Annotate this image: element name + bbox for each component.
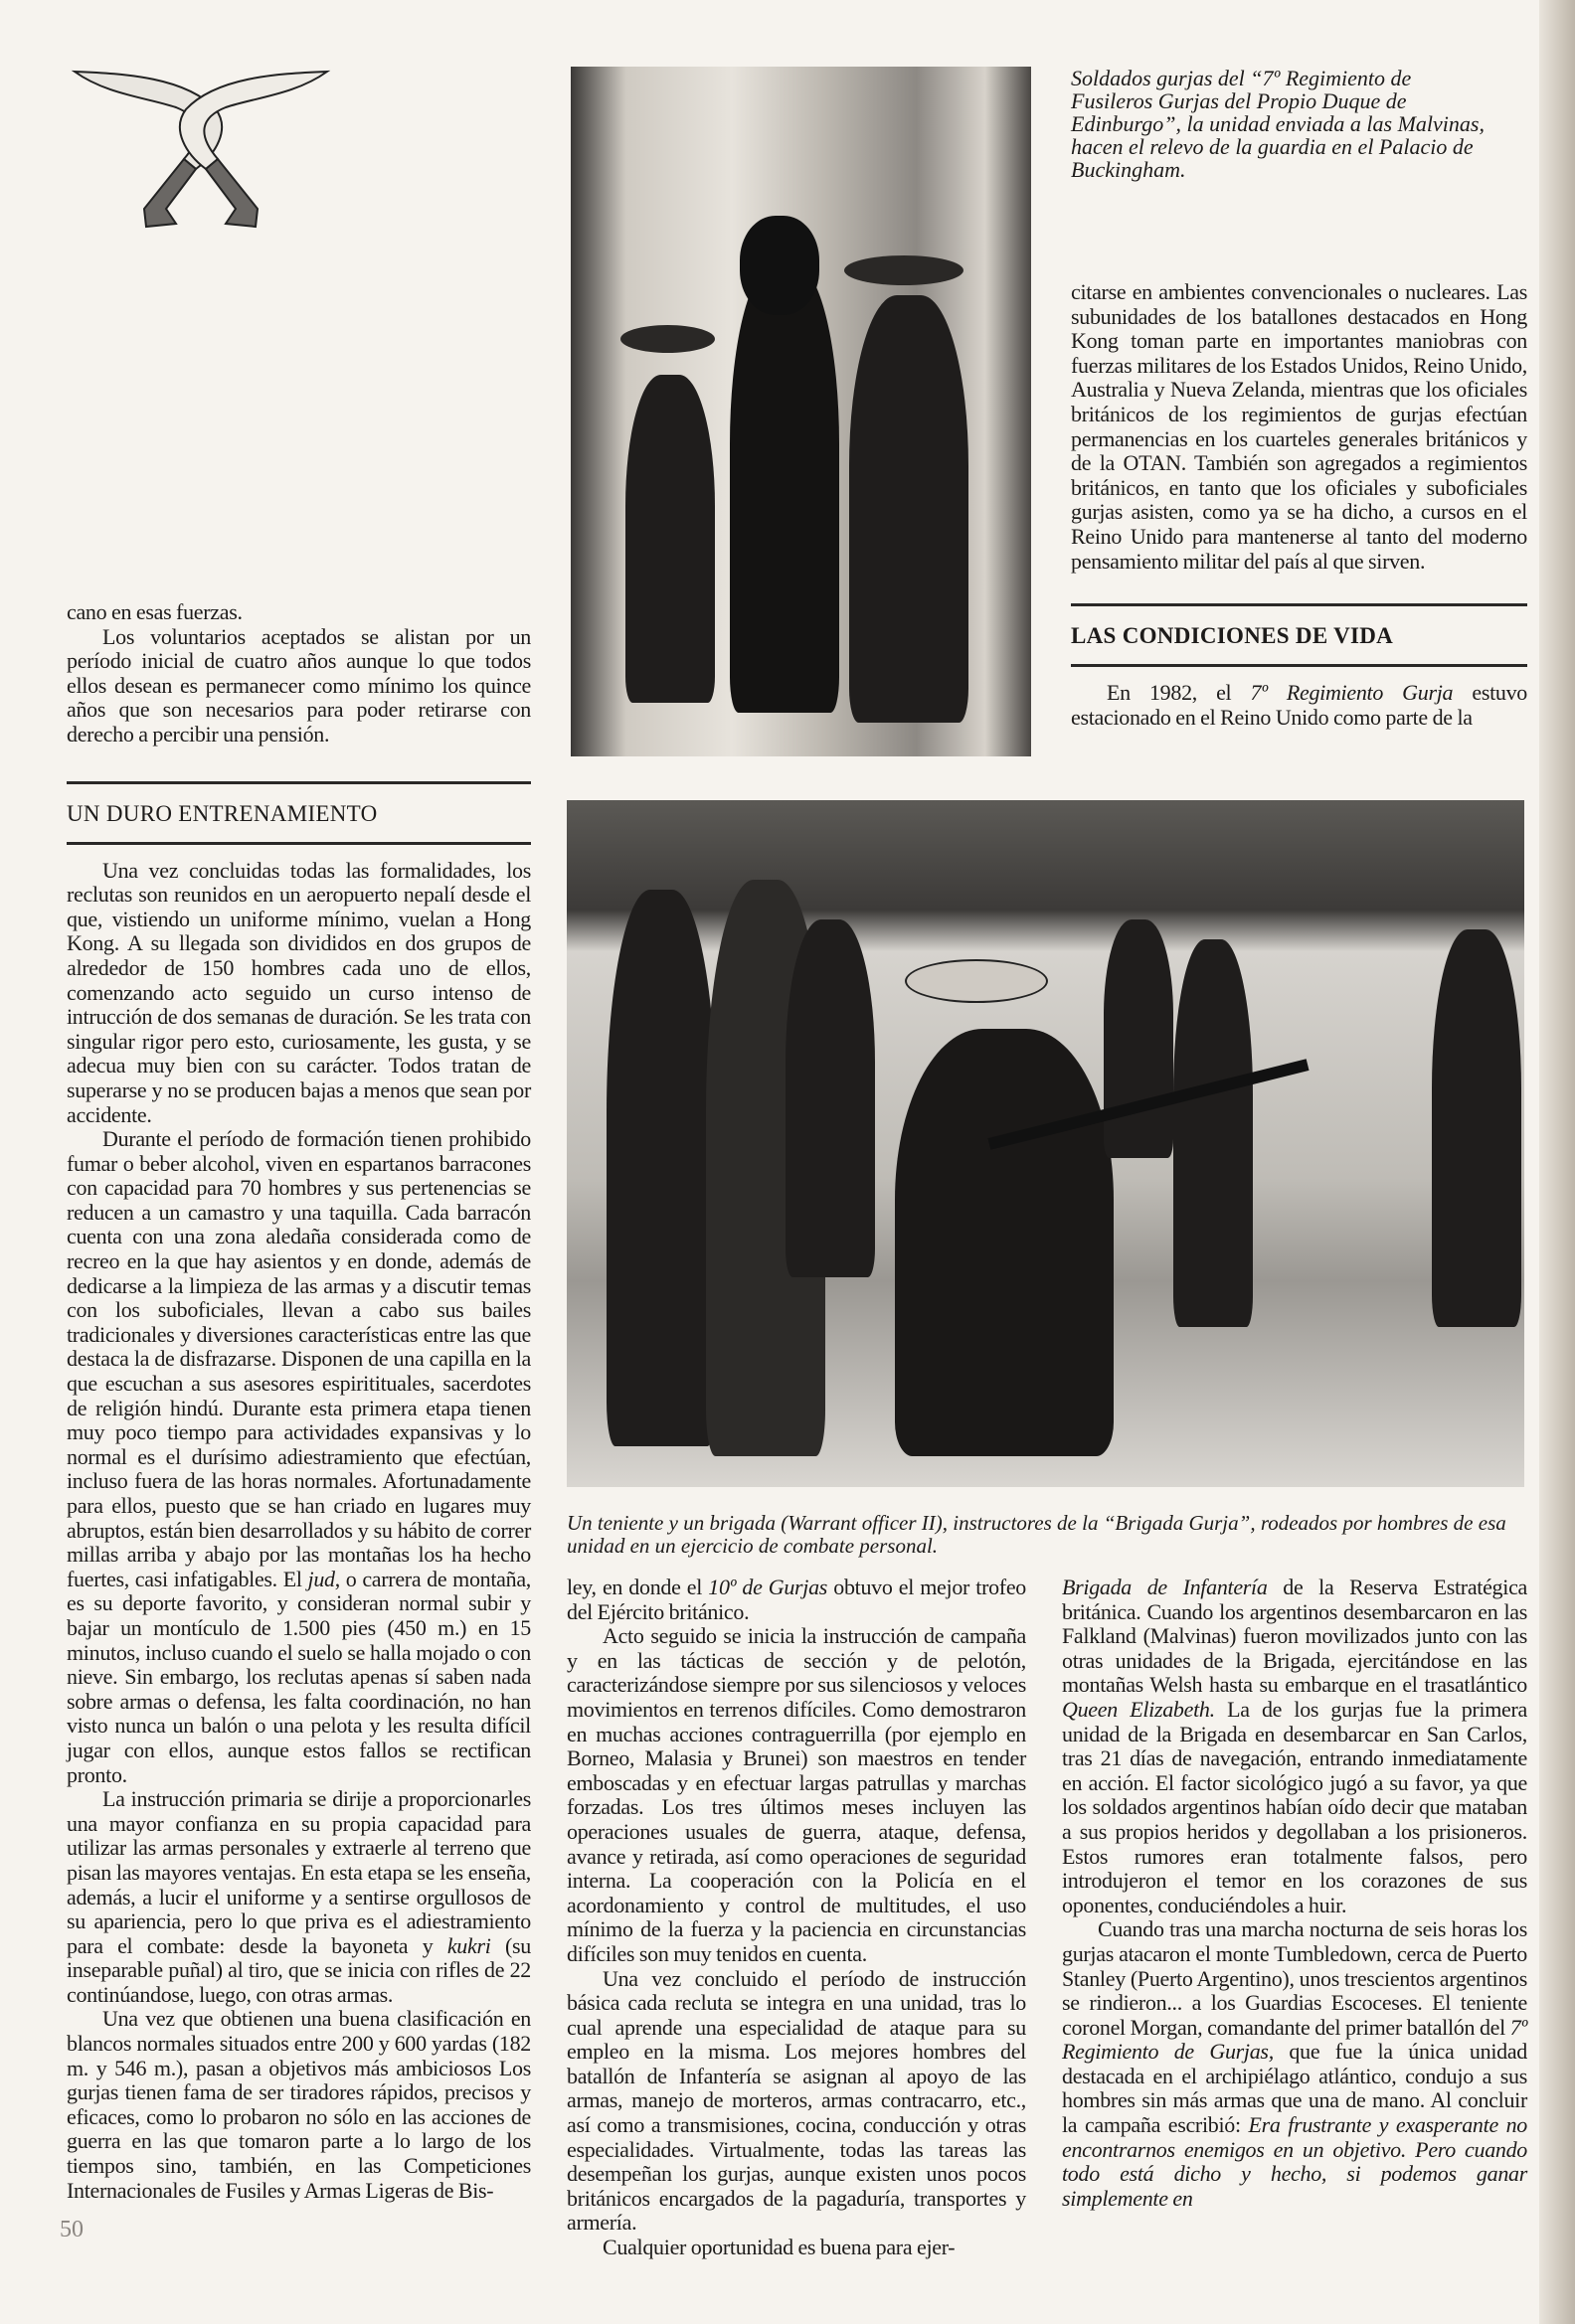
bottom-area	[567, 1512, 1527, 2260]
middle-column-text	[567, 1576, 1026, 2260]
section-rule-bottom	[67, 842, 531, 845]
intro-text	[67, 600, 531, 747]
paragraph	[1062, 1917, 1527, 2211]
text-run: La de los gurjas fue la primera unidad de la Brigada en desembarcar en San Carlos, tras 21 días de navegación, entrando inmediatamente en acción. El factor sicológico jugó a su favor, ya que los soldados argentinos habían oído decir que mataban a sus propios heridos y degollaban a los prisioneros. Estos rumores eran totalmente falsos, pero introdujeron el temor en los corazones de sus oponentes, conduciéndoles a huir.	[1062, 1696, 1527, 1917]
text-run: En 1982, el	[1107, 680, 1251, 706]
page-number: 50	[60, 2217, 84, 2243]
left-column	[60, 599, 531, 2243]
paragraph	[1062, 1576, 1527, 1917]
text-run: estuvo estacionado en el Reino Unido como parte de la	[1071, 680, 1527, 730]
paragraph	[1071, 280, 1527, 574]
paragraph	[67, 1787, 531, 2007]
italic-text: 7º Regimiento de Gurjas,	[1062, 2014, 1527, 2065]
paragraph	[67, 2007, 531, 2203]
photo-combat-exercise	[567, 800, 1524, 1487]
text-run: ley, en donde el	[567, 1575, 709, 1599]
paragraph	[67, 859, 531, 1128]
text-run: (su inseparable puñal) al tiro, que se inicia con rifles de 22 continúandose, luego, con otras armas.	[67, 1932, 531, 2007]
section1-text	[67, 859, 531, 2204]
section2-text	[1071, 681, 1527, 730]
text-run: Acto seguido se inicia la instrucción de campaña y en las tácticas de sección y de pelotón, caracterizándose siempre por sus silenciosos y veloces movimientos en terrenos difíciles. Como demostraron en muchas acciones contraguerrilla (por ejemplo en Borneo, Malasia y Brunei) son maestros en tender emboscadas y en efectuar largas patrullas y marchas forzadas. Los tres últimos meses incluyen las operaciones usuales de guerra, ataque, defensa, avance y retirada, así como operaciones de seguridad interna. La cooperación con la Policía en el acordonamiento y control de multitudes, el uso mínimo de la fuerza y la paciencia en circunstancias difíciles son muy tenidos en cuenta.	[567, 1623, 1026, 1966]
paragraph	[567, 2236, 1026, 2260]
photo-buckingham-guard	[571, 67, 1031, 756]
text-run: Cualquier oportunidad es buena para ejer-	[603, 2235, 956, 2260]
text-run: que fue la única unidad destacada en el archipiélago atlántico, condujo a sus hombres sin más armas que una de mano. Al concluir la campaña escribió:	[1062, 2039, 1527, 2138]
italic-text: Brigada de Infantería	[1062, 1575, 1268, 1599]
right-column-text	[1062, 1576, 1527, 2260]
italic-text: 7º Regimiento Gurja	[1250, 680, 1454, 706]
right-top-column	[1071, 67, 1527, 730]
italic-text: 10º de Gurjas	[708, 1575, 828, 1599]
text-run: obtuvo el mejor trofeo del Ejército británico.	[567, 1575, 1026, 1624]
italic-text: jud	[307, 1566, 335, 1591]
section-heading: LAS CONDICIONES DE VIDA	[1071, 623, 1394, 649]
text-run: Cuando tras una marcha nocturna de seis horas los gurjas atacaron el monte Tumbledown, cerca de Puerto Stanley (Puerto Argentino), unos trescientos argentinos se rindieron... a los Guardias Escoceses. El teniente coronel Morgan, comandante del primer batallón del	[1062, 1916, 1527, 2040]
paragraph	[1071, 681, 1527, 730]
italic-text: kukri	[446, 1932, 491, 1958]
text-run: citarse en ambientes convencionales o nucleares. Las subunidades de los batallones destacados en Hong Kong toman parte en importantes maniobras con fuerzas militares de los Estados Unidos, Reino Unido, Australia y Nueva Zelanda, mientras que los oficiales británicos de los regimientos de gurjas efectúan permanencias en los cuarteles generales británicos y de la OTAN. También son agregados a regimientos británicos, en tanto que los oficiales y suboficiales gurjas asisten, como ya se ha dicho, a cursos en el Reino Unido para mantenerse al tanto del moderno pensamiento militar del país al que sirven.	[1071, 279, 1527, 574]
text-run: Los voluntarios aceptados se alistan por un período inicial de cuatro años aunque lo que todos ellos desean es permanecer como mínimo los quince años que son necesarios para poder retirarse con derecho a percibir una pensión.	[67, 623, 531, 747]
text-run: cano en esas fuerzas.	[67, 599, 243, 624]
section-rule-bottom	[1071, 664, 1527, 667]
text-run: Una vez concluidas todas las formalidades, los reclutas son reunidos en un aeropuerto nepalí desde el que, vistiendo un uniforme mínimo, vuelan a Hong Kong. A su llegada son divididos en dos grupos de alrededor de 150 hombres cada uno de ellos, comenzando acto seguido un curso intenso de intrucción de dos semanas de duración. Se les trata con singular rigor pero esto, curiosamente, les gusta, y se adecua muy bien con su carácter. Todos tratan de superarse y no se producen bajas a menos que sean por accidente.	[67, 857, 531, 1127]
paragraph	[67, 625, 531, 747]
text-run: La instrucción primaria se dirije a proporcionarles una mayor confianza en su propia capacidad para utilizar las armas personales y extraerle al terreno que pisan las mayores ventajas. En esta etapa se les enseña, además, a lucir el uniforme y a sentirse orgullosos de su apariencia, pero lo que priva es el adiestramiento para el combate: desde la bayoneta y	[67, 1786, 531, 1958]
text-run: de la Reserva Estratégica británica. Cuando los argentinos desembarcaron en las Falkland (Malvinas) fueron movilizados junto con las otras unidades de la Brigada, ejercitándose en las montañas Welsh hasta su embarque en el trasatlántico	[1062, 1575, 1527, 1698]
photo-top-caption: Soldados gurjas del “7º Regimiento de Fusileros Gurjas del Propio Duque de Edinburgo”, la unidad enviada a las Malvinas, hacen el relevo de la guardia en el Palacio de Buckingham.	[1071, 66, 1485, 182]
right-top-text	[1071, 280, 1527, 574]
text-run: , o carrera de montaña, es su deporte favorito, y consideran normal subir y bajar un montículo de 1.500 pies (450 m.) en 15 minutos, incluso cuando el suelo se halla mojado o con nieve. Sin embargo, los reclutas apenas sí saben nada sobre armas o defensa, les falta coordinación, no han visto nunca un balón o una pelota y les resulta difícil jugar con ellos, aunque estos fallos se rectifican pronto.	[67, 1566, 531, 1787]
bottom-columns	[567, 1576, 1527, 2260]
paragraph	[567, 1576, 1026, 1624]
text-run: Durante el período de formación tienen prohibido fumar o beber alcohol, viven en espartanos barracones con capacidad para 70 hombres y sus pertenencias se reducen a un camastro y una taquilla. Cada barracón cuenta con una zona aledaña considerada como de recreo en la que hay asientos y en donde, además de dedicarse a la limpieza de las armas y a discutir temas con los suboficiales, llevan a cabo sus bailes tradicionales y diversiones características entre las que destaca la de disfrazarse. Disponen de una capilla en la que escuchan a sus asesores espiritituales, sacerdotes de religión hindú. Durante esta primera etapa tienen muy poco tiempo para actividades expansivas y lo normal es el durísimo adiestramiento que efectúan, incluso fuera de las horas normales. Afortunadamente para ellos, puesto que se han criado en lugares muy abruptos, están bien desarrollados y su hábito de correr millas arriba y abajo por las montañas los ha hecho fuertes, casi infatigables. El	[67, 1126, 531, 1591]
crossed-kukris-icon	[67, 60, 335, 239]
page-binding-shadow	[1539, 0, 1575, 2324]
paragraph	[67, 600, 531, 625]
italic-text: Era frustrante y exasperante no encontrarnos enemigos en un objetivo. Pero cuando todo está dicho y hecho, si podemos ganar simplemente en	[1062, 2112, 1527, 2211]
section-heading: UN DURO ENTRENAMIENTO	[67, 800, 378, 826]
photo-main-caption: Un teniente y un brigada (Warrant officer II), instructores de la “Brigada Gurja”, rodeados por hombres de esa unidad en un ejercicio de combate personal.	[567, 1511, 1506, 1558]
italic-text: Queen Elizabeth.	[1062, 1696, 1215, 1722]
text-run: Una vez que obtienen una buena clasificación en blancos normales situados entre 200 y 600 yardas (182 m. y 546 m.), pasan a objetivos más ambiciosos Los gurjas tienen fama de ser tiradores rápidos, precisos y eficaces, como lo probaron no sólo en las acciones de guerra en las que tomaron parte a lo largo de los tiempos sino, también, en las Competiciones Internacionales de Fusiles y Armas Ligeras de Bis-	[67, 2006, 531, 2203]
paragraph	[567, 1967, 1026, 2237]
paragraph	[67, 1127, 531, 1787]
paragraph	[567, 1624, 1026, 1966]
text-run: Una vez concluido el período de instrucción básica cada recluta se integra en una unidad, tras lo cual aprende una especialidad de ataque para su empleo en la misma. Los mejores hombres del batallón de Infantería se asignan al apoyo de las armas, manejo de morteros, armas contracarro, etc., así como a transmisiones, cocina, conducción y otras especialidades. Virtualmente, todas las tareas las desempeñan los gurjas, aunque existen unos pocos británicos encargados de la pagaduría, transportes y armería.	[567, 1965, 1026, 2236]
